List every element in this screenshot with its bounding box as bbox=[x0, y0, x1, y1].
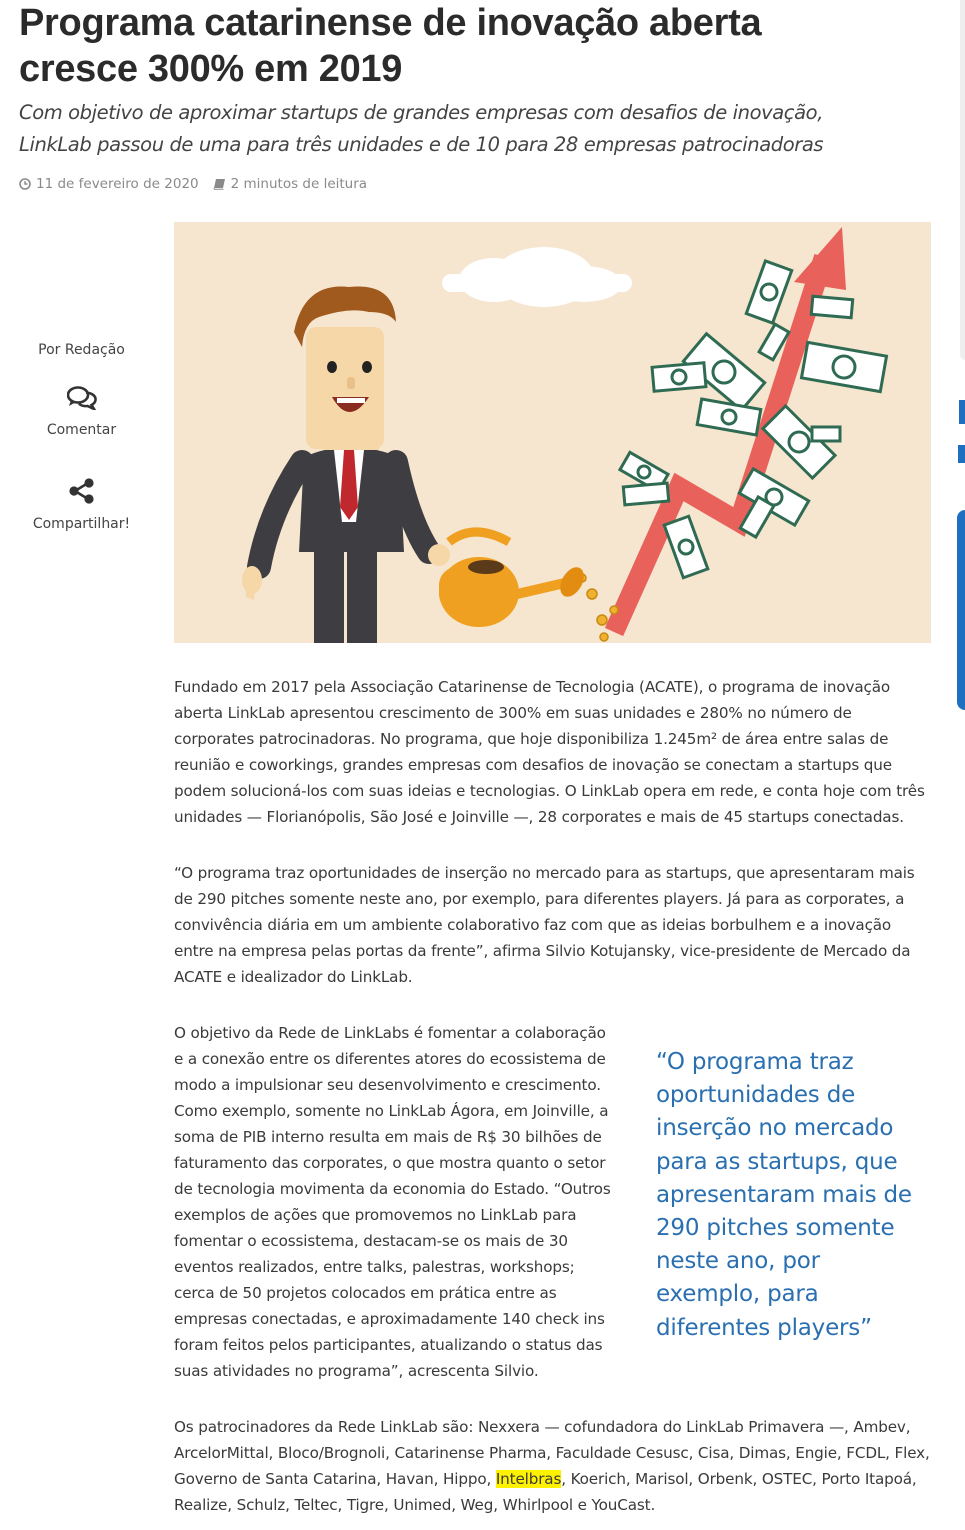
clock-icon bbox=[19, 178, 31, 190]
reading-time bbox=[213, 176, 367, 192]
reading-time-text: 2 minutos de leitura bbox=[230, 176, 368, 192]
side-panel-button[interactable] bbox=[957, 510, 965, 710]
side-panel-tab[interactable] bbox=[958, 445, 965, 463]
article-subtitle: Com objetivo de aproximar startups de grandes empresas com desafios de inovação, LinkLab passou de uma para três unidades e de 10 para 28 empresas patrocinadoras bbox=[19, 101, 824, 156]
sponsors-text-start: Os patrocinadores da Rede LinkLab são: Nexxera — cofundadora do LinkLab Primavera —, Ambev, ArcelorMittal, Bloco/Brognoli, Catarinense Pharma, Faculdade Cesusc, Cisa, Dimas, Engie, FCDL, Flex, Governo de Santa Catarina, Havan, Hippo, bbox=[174, 1418, 930, 1488]
share-label: Compartilhar! bbox=[32, 516, 131, 532]
share-button[interactable] bbox=[0, 478, 163, 532]
paragraph-3: O objetivo da Rede de LinkLabs é fomentar a colaboração e a conexão entre os diferentes atores do ecossistema de modo a impulsionar seu desenvolvimento e crescimento. Como exemplo, somente no LinkLab Ágora, em Joinville, a soma de PIB interno resulta em mais de R$ 30 bilhões de faturamento das corporates, o que mostra quanto o setor de tecnologia movimenta da economia do Estado. “Outros exemplos de ações que promovemos no LinkLab para fomentar o ecossistema, destacam-se os mais de 30 eventos realizados, entre talks, palestras, workshops; cerca de 50 projetos colocados em prática entre as empresas conectadas, e aproximadamente 140 check ins foram feitos pelos participantes, atualizando o status das suas atividades no programa”, acrescenta Silvio. bbox=[174, 1024, 611, 1380]
comment-label: Comentar bbox=[46, 422, 117, 438]
side-panel-edge bbox=[960, 0, 965, 360]
publish-date-text: 11 de fevereiro de 2020 bbox=[36, 176, 199, 192]
article-title: Programa catarinense de inovação aberta cresce 300% em 2019 bbox=[19, 2, 762, 90]
businessman-watering-money-icon bbox=[174, 222, 931, 643]
publish-date bbox=[19, 176, 199, 192]
article-meta bbox=[19, 175, 367, 193]
pull-quote: “O programa traz oportunidades de inserção no mercado para as startups, que apresentaram mais de 290 pitches somente neste ano, por exemplo, para diferentes players” bbox=[656, 1049, 912, 1341]
author-byline: Por Redação bbox=[38, 342, 125, 358]
share-icon bbox=[68, 478, 96, 508]
hero-illustration bbox=[174, 222, 931, 643]
comments-icon bbox=[67, 386, 97, 414]
highlighted-sponsor: Intelbras bbox=[495, 1470, 562, 1488]
paragraph-2: “O programa traz oportunidades de inserção no mercado para as startups, que apresentaram mais de 290 pitches somente neste ano, por exemplo, para diferentes players. Já para as corporates, a convivência diária em um ambiente colaborativo faz com que as ideias borbulhem e a inovação entre na empresa pelas portas da frente”, afirma Silvio Kotujansky, vice-presidente de Mercado da ACATE e idealizador do LinkLab. bbox=[174, 864, 915, 986]
paragraph-sponsors bbox=[174, 1414, 934, 1518]
side-panel-accent bbox=[959, 400, 965, 424]
book-icon bbox=[213, 178, 226, 190]
comment-button[interactable] bbox=[0, 386, 163, 438]
sponsors-text-end: , Koerich, Marisol, Orbenk, OSTEC, Porto Itapoá, Realize, Schulz, Teltec, Tigre, Unimed, Weg, Whirlpool e YouCast. bbox=[174, 1470, 917, 1514]
paragraph-1: Fundado em 2017 pela Associação Catarinense de Tecnologia (ACATE), o programa de inovação aberta LinkLab apresentou crescimento de 300% em suas unidades e 280% no número de corporates patrocinadoras. No programa, que hoje disponibiliza 1.245m² de área entre salas de reunião e coworkings, grandes empresas com desafios de inovação se conectam a startups que podem solucioná-los com suas ideias e tecnologias. O LinkLab opera em rede, e conta hoje com três unidades — Florianópolis, São José e Joinville —, 28 corporates e mais de 45 startups conectadas. bbox=[174, 678, 925, 826]
